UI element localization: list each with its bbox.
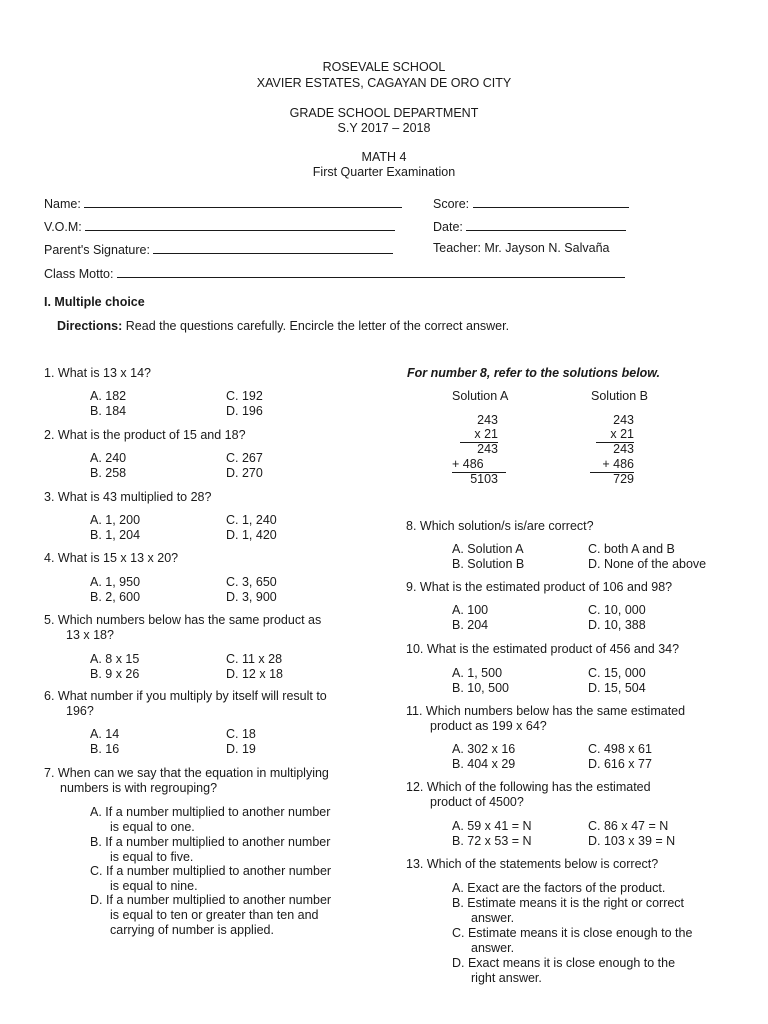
q5-option-b[interactable]: B. 9 x 26 bbox=[90, 667, 140, 681]
exam-title: First Quarter Examination bbox=[312, 165, 456, 179]
solution-b-line-3: 243 bbox=[613, 442, 634, 456]
question-11-text: 11. Which numbers below has the same estimated bbox=[406, 704, 686, 718]
q6-option-a[interactable]: A. 14 bbox=[90, 727, 120, 741]
vom-field[interactable] bbox=[44, 218, 395, 234]
question-8: 8. Which solution/s is/are correct? bbox=[406, 519, 594, 533]
q2-option-d[interactable]: D. 270 bbox=[226, 466, 263, 480]
motto-label: Class Motto: bbox=[44, 267, 114, 281]
directions bbox=[57, 319, 509, 333]
q8-option-d[interactable]: D. None of the above bbox=[588, 557, 707, 571]
q7-option-b-l2: is equal to five. bbox=[110, 850, 194, 864]
q2-option-b[interactable]: B. 258 bbox=[90, 466, 127, 480]
score-line[interactable] bbox=[473, 195, 629, 208]
question-6-cont: 196? bbox=[66, 704, 94, 718]
q13-option-c-l2: answer. bbox=[471, 941, 515, 955]
q9-option-d[interactable]: D. 10, 388 bbox=[588, 618, 646, 632]
q4-option-c[interactable]: C. 3, 650 bbox=[226, 575, 277, 589]
question-5-cont: 13 x 18? bbox=[66, 628, 114, 642]
solution-b-line-5: 729 bbox=[613, 472, 634, 486]
q4-option-d[interactable]: D. 3, 900 bbox=[226, 590, 277, 604]
vom-line[interactable] bbox=[85, 218, 395, 231]
q7-option-a[interactable] bbox=[90, 805, 330, 835]
q5-option-a[interactable]: A. 8 x 15 bbox=[90, 652, 140, 666]
q8-option-b[interactable]: B. Solution B bbox=[452, 557, 525, 571]
school-name: ROSEVALE SCHOOL bbox=[322, 60, 446, 74]
q7-option-b-l1: B. If a number multiplied to another number bbox=[90, 835, 331, 849]
q12-option-c[interactable]: C. 86 x 47 = N bbox=[588, 819, 669, 833]
solution-b-line-2: x 21 bbox=[596, 427, 634, 443]
q11-option-a[interactable]: A. 302 x 16 bbox=[452, 742, 516, 756]
q10-option-d[interactable]: D. 15, 504 bbox=[588, 681, 646, 695]
q5-option-c[interactable]: C. 11 x 28 bbox=[226, 652, 283, 666]
motto-field[interactable] bbox=[44, 265, 625, 281]
q8-option-a[interactable]: A. Solution A bbox=[452, 542, 524, 556]
q10-option-a[interactable]: A. 1, 500 bbox=[452, 666, 503, 680]
question-6-text: 6. What number if you multiply by itself will result to bbox=[44, 689, 327, 703]
directions-label: Directions: bbox=[57, 319, 123, 333]
solution-a-line-3: 243 bbox=[477, 442, 498, 456]
solution-b-title: Solution B bbox=[591, 389, 648, 403]
date-label: Date: bbox=[433, 220, 463, 234]
q13-option-a[interactable]: A. Exact are the factors of the product. bbox=[452, 881, 666, 895]
name-line[interactable] bbox=[84, 195, 402, 208]
q11-option-b[interactable]: B. 404 x 29 bbox=[452, 757, 516, 771]
q6-option-d[interactable]: D. 19 bbox=[226, 742, 256, 756]
q3-option-b[interactable]: B. 1, 204 bbox=[90, 528, 141, 542]
q12-option-b[interactable]: B. 72 x 53 = N bbox=[452, 834, 532, 848]
q13-option-b[interactable] bbox=[452, 896, 684, 926]
school-address: XAVIER ESTATES, CAGAYAN DE ORO CITY bbox=[256, 76, 512, 90]
motto-line[interactable] bbox=[117, 265, 625, 278]
q13-option-c[interactable] bbox=[452, 926, 692, 956]
solution-a-line-1: 243 bbox=[477, 413, 498, 427]
question-7 bbox=[44, 766, 374, 796]
name-label: Name: bbox=[44, 197, 81, 211]
question-13: 13. Which of the statements below is correct? bbox=[406, 857, 659, 871]
question-12-text: 12. Which of the following has the estimated bbox=[406, 780, 651, 794]
solution-b-line-4: + 486 bbox=[590, 457, 634, 473]
solution-a-line-5: 5103 bbox=[470, 472, 498, 486]
name-field[interactable] bbox=[44, 195, 402, 211]
school-year: S.Y 2017 – 2018 bbox=[337, 121, 431, 135]
q7-option-c-l1: C. If a number multiplied to another number bbox=[90, 864, 332, 878]
section-title: I. Multiple choice bbox=[44, 295, 145, 309]
q9-option-b[interactable]: B. 204 bbox=[452, 618, 489, 632]
q2-option-a[interactable]: A. 240 bbox=[90, 451, 127, 465]
q7-option-c-l2: is equal to nine. bbox=[110, 879, 198, 893]
q1-option-c[interactable]: C. 192 bbox=[226, 389, 263, 403]
date-field[interactable] bbox=[433, 218, 626, 234]
q1-option-b[interactable]: B. 184 bbox=[90, 404, 127, 418]
q10-option-c[interactable]: C. 15, 000 bbox=[588, 666, 646, 680]
question-12-cont: product of 4500? bbox=[430, 795, 524, 809]
q5-option-d[interactable]: D. 12 x 18 bbox=[226, 667, 283, 681]
parent-signature-line[interactable] bbox=[153, 241, 393, 254]
directions-text: Read the questions carefully. Encircle the letter of the correct answer. bbox=[125, 319, 510, 333]
q7-option-d-l1: D. If a number multiplied to another number bbox=[90, 893, 332, 907]
subject: MATH 4 bbox=[361, 150, 407, 164]
q13-option-b-l1: B. Estimate means it is the right or correct bbox=[452, 896, 685, 910]
department: GRADE SCHOOL DEPARTMENT bbox=[289, 106, 479, 120]
solution-a-line-2: x 21 bbox=[460, 427, 498, 443]
question-4: 4. What is 15 x 13 x 20? bbox=[44, 551, 179, 565]
question-7-cont: numbers is with regrouping? bbox=[60, 781, 218, 795]
q7-option-a-l2: is equal to one. bbox=[110, 820, 195, 834]
question-7-text: 7. When can we say that the equation in multiplying bbox=[44, 766, 329, 780]
parent-signature-label: Parent's Signature: bbox=[44, 243, 150, 257]
q13-option-d[interactable] bbox=[452, 956, 675, 986]
q9-option-a[interactable]: A. 100 bbox=[452, 603, 489, 617]
question-5 bbox=[44, 613, 374, 643]
question-5-text: 5. Which numbers below has the same product as bbox=[44, 613, 322, 627]
q6-option-c[interactable]: C. 18 bbox=[226, 727, 256, 741]
q7-option-c[interactable] bbox=[90, 864, 331, 894]
q13-option-d-l1: D. Exact means it is close enough to the bbox=[452, 956, 676, 970]
q6-option-b[interactable]: B. 16 bbox=[90, 742, 120, 756]
q3-option-d[interactable]: D. 1, 420 bbox=[226, 528, 277, 542]
q13-option-c-l1: C. Estimate means it is close enough to the bbox=[452, 926, 693, 940]
q1-option-d[interactable]: D. 196 bbox=[226, 404, 263, 418]
solution-a-title: Solution A bbox=[452, 389, 509, 403]
question-10: 10. What is the estimated product of 456 and 34? bbox=[406, 642, 680, 656]
q2-option-c[interactable]: C. 267 bbox=[226, 451, 263, 465]
q7-option-d[interactable] bbox=[90, 893, 331, 938]
solutions-intro: For number 8, refer to the solutions below. bbox=[407, 366, 661, 380]
score-field[interactable] bbox=[433, 195, 629, 211]
q1-option-a[interactable]: A. 182 bbox=[90, 389, 127, 403]
date-line[interactable] bbox=[466, 218, 626, 231]
q7-option-d-l2: is equal to ten or greater than ten and bbox=[110, 908, 319, 922]
q7-option-b[interactable] bbox=[90, 835, 330, 865]
question-12 bbox=[406, 780, 736, 810]
question-11-cont: product as 199 x 64? bbox=[430, 719, 547, 733]
q11-option-d[interactable]: D. 616 x 77 bbox=[588, 757, 652, 771]
q11-option-c[interactable]: C. 498 x 61 bbox=[588, 742, 652, 756]
q3-option-c[interactable]: C. 1, 240 bbox=[226, 513, 277, 527]
q4-option-b[interactable]: B. 2, 600 bbox=[90, 590, 141, 604]
q13-option-d-l2: right answer. bbox=[471, 971, 542, 985]
q12-option-d[interactable]: D. 103 x 39 = N bbox=[588, 834, 676, 848]
score-label: Score: bbox=[433, 197, 470, 211]
question-6 bbox=[44, 689, 374, 719]
q4-option-a[interactable]: A. 1, 950 bbox=[90, 575, 141, 589]
q8-option-c[interactable]: C. both A and B bbox=[588, 542, 675, 556]
q12-option-a[interactable]: A. 59 x 41 = N bbox=[452, 819, 532, 833]
question-11 bbox=[406, 704, 736, 734]
question-2: 2. What is the product of 15 and 18? bbox=[44, 428, 246, 442]
teacher-name: Teacher: Mr. Jayson N. Salvaña bbox=[433, 241, 610, 255]
q10-option-b[interactable]: B. 10, 500 bbox=[452, 681, 509, 695]
vom-label: V.O.M: bbox=[44, 220, 82, 234]
question-9: 9. What is the estimated product of 106 and 98? bbox=[406, 580, 673, 594]
q7-option-a-l1: A. If a number multiplied to another number bbox=[90, 805, 331, 819]
q13-option-b-l2: answer. bbox=[471, 911, 515, 925]
question-3: 3. What is 43 multiplied to 28? bbox=[44, 490, 212, 504]
q3-option-a[interactable]: A. 1, 200 bbox=[90, 513, 141, 527]
solution-b-line-1: 243 bbox=[613, 413, 634, 427]
question-1: 1. What is 13 x 14? bbox=[44, 366, 152, 380]
solution-a-line-4: + 486 bbox=[452, 457, 506, 473]
q7-option-d-l3: carrying of number is applied. bbox=[110, 923, 274, 937]
parent-signature-field[interactable] bbox=[44, 241, 393, 257]
q9-option-c[interactable]: C. 10, 000 bbox=[588, 603, 646, 617]
